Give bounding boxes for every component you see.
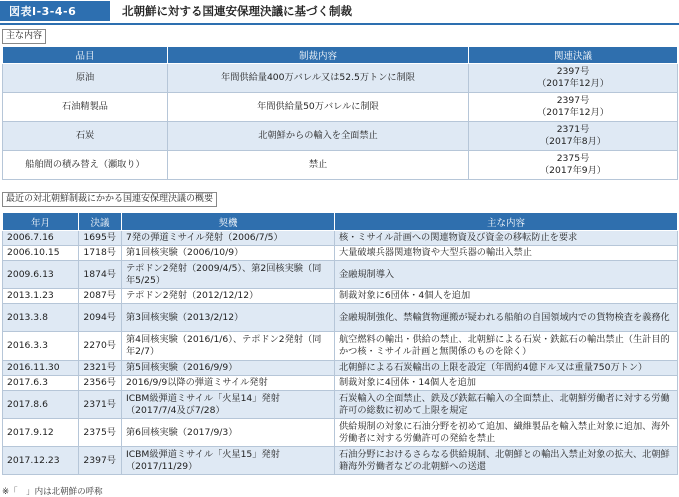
resolution-date: （2017年12月） [537, 78, 609, 89]
cell-resolution [469, 151, 678, 180]
table-row [3, 64, 678, 93]
cell-resolution [469, 122, 678, 151]
cell-resolution: 2270号 [79, 332, 122, 361]
cell-trigger: テポドン2発射（2009/4/5）、第2回核実験（同年5/25） [122, 261, 335, 289]
cell-trigger: ICBM級弾道ミサイル「火星14」発射（2017/7/4及び7/28） [122, 391, 335, 419]
cell-content: 石炭輸入の全面禁止、鉄及び鉄鉱石輸入の全面禁止、北朝鮮労働者に対する労働許可の総数に初めて上限を規定 [335, 391, 678, 419]
table-row [3, 246, 678, 261]
table-row [3, 289, 678, 304]
cell-content: 年間供給量400万バレル又は52.5万トンに制限 [168, 64, 469, 93]
table-row [3, 332, 678, 361]
table-row [3, 304, 678, 332]
cell-resolution: 2087号 [79, 289, 122, 304]
resolution-date: （2017年8月） [540, 136, 606, 147]
table-row [3, 231, 678, 246]
cell-date: 2013.1.23 [3, 289, 79, 304]
cell-date: 2006.10.15 [3, 246, 79, 261]
cell-content: 制裁対象に4団体・14個人を追加 [335, 376, 678, 391]
section1-tag: 主な内容 [2, 29, 46, 44]
table-row [3, 122, 678, 151]
cell-content: 禁止 [168, 151, 469, 180]
cell-date: 2013.3.8 [3, 304, 79, 332]
cell-date: 2006.7.16 [3, 231, 79, 246]
resolution-number: 2375号 [556, 153, 590, 164]
footnote: ※「 」内は北朝鮮の呼称 [2, 487, 103, 497]
cell-trigger: テポドン2発射（2012/12/12） [122, 289, 335, 304]
col-header-resolution: 決議 [79, 213, 122, 231]
cell-resolution: 2371号 [79, 391, 122, 419]
cell-content: 年間供給量50万バレルに制限 [168, 93, 469, 122]
col-header-content: 制裁内容 [168, 47, 469, 64]
table-row [3, 151, 678, 180]
cell-item: 石油精製品 [3, 93, 168, 122]
cell-trigger: 第5回核実験（2016/9/9） [122, 361, 335, 376]
cell-content: 航空燃料の輸出・供給の禁止、北朝鮮による石炭・鉄鉱石の輸出禁止（生計目的かつ核・ミサイル計画と無関係のものを除く） [335, 332, 678, 361]
table-header-row [3, 213, 678, 231]
cell-content: 金融規制導入 [335, 261, 678, 289]
cell-item: 船舶間の積み替え（瀬取り） [3, 151, 168, 180]
cell-date: 2017.9.12 [3, 419, 79, 447]
table-row [3, 376, 678, 391]
cell-date: 2009.6.13 [3, 261, 79, 289]
resolution-date: （2017年9月） [540, 165, 606, 176]
cell-content: 供給規制の対象に石油分野を初めて追加、繊維製品を輸入禁止対象に追加、海外労働者に対する労働許可の発給を禁止 [335, 419, 678, 447]
cell-trigger: 第1回核実験（2006/10/9） [122, 246, 335, 261]
table-row [3, 361, 678, 376]
col-header-content: 主な内容 [335, 213, 678, 231]
figure-number-badge: 図表Ⅰ-3-4-6 [0, 1, 110, 21]
cell-date: 2017.8.6 [3, 391, 79, 419]
cell-trigger: 7発の弾道ミサイル発射（2006/7/5） [122, 231, 335, 246]
cell-resolution: 2356号 [79, 376, 122, 391]
col-header-date: 年月 [3, 213, 79, 231]
table-header-row [3, 47, 678, 64]
table-row [3, 391, 678, 419]
resolutions-table [2, 212, 678, 475]
col-header-resolution: 関連決議 [469, 47, 678, 64]
col-header-item: 品目 [3, 47, 168, 64]
cell-resolution: 1695号 [79, 231, 122, 246]
figure-title: 北朝鮮に対する国連安保理決議に基づく制裁 [122, 4, 352, 18]
resolution-number: 2397号 [556, 95, 590, 106]
cell-trigger: ICBM級弾道ミサイル「火星15」発射（2017/11/29） [122, 447, 335, 475]
cell-trigger: 第4回核実験（2016/1/6）、テポドン2発射（同年2/7） [122, 332, 335, 361]
cell-item: 原油 [3, 64, 168, 93]
col-header-trigger: 契機 [122, 213, 335, 231]
cell-content: 金融規制強化、禁輸貨物運搬が疑われる船舶の自国領域内での貨物検査を義務化 [335, 304, 678, 332]
resolution-number: 2371号 [556, 124, 590, 135]
cell-content: 大量破壊兵器関連物資や大型兵器の輸出入禁止 [335, 246, 678, 261]
cell-resolution: 2094号 [79, 304, 122, 332]
cell-date: 2016.11.30 [3, 361, 79, 376]
resolution-number: 2397号 [556, 66, 590, 77]
cell-resolution [469, 93, 678, 122]
cell-resolution: 1874号 [79, 261, 122, 289]
resolution-date: （2017年12月） [537, 107, 609, 118]
cell-content: 制裁対象に6団体・4個人を追加 [335, 289, 678, 304]
table-row [3, 447, 678, 475]
table-row [3, 93, 678, 122]
cell-item: 石炭 [3, 122, 168, 151]
header-rule [0, 23, 679, 25]
section2-tag: 最近の対北朝鮮制裁にかかる国連安保理決議の概要 [2, 192, 217, 207]
table-row [3, 419, 678, 447]
table-row [3, 261, 678, 289]
cell-date: 2016.3.3 [3, 332, 79, 361]
cell-content: 核・ミサイル計画への関連物資及び資金の移転防止を要求 [335, 231, 678, 246]
cell-content: 石油分野におけるさらなる供給規制、北朝鮮との輸出入禁止対象の拡大、北朝鮮籍海外労働者などの北朝鮮への送還 [335, 447, 678, 475]
cell-trigger: 第3回核実験（2013/2/12） [122, 304, 335, 332]
cell-trigger: 2016/9/9以降の弾道ミサイル発射 [122, 376, 335, 391]
cell-trigger: 第6回核実験（2017/9/3） [122, 419, 335, 447]
cell-resolution: 2397号 [79, 447, 122, 475]
cell-resolution: 2375号 [79, 419, 122, 447]
figure-header [0, 0, 679, 22]
main-sanctions-table [2, 46, 678, 180]
cell-date: 2017.6.3 [3, 376, 79, 391]
cell-content: 北朝鮮からの輸入を全面禁止 [168, 122, 469, 151]
cell-resolution [469, 64, 678, 93]
cell-resolution: 2321号 [79, 361, 122, 376]
cell-date: 2017.12.23 [3, 447, 79, 475]
cell-content: 北朝鮮による石炭輸出の上限を設定（年間約4億ドル又は重量750万トン） [335, 361, 678, 376]
cell-resolution: 1718号 [79, 246, 122, 261]
